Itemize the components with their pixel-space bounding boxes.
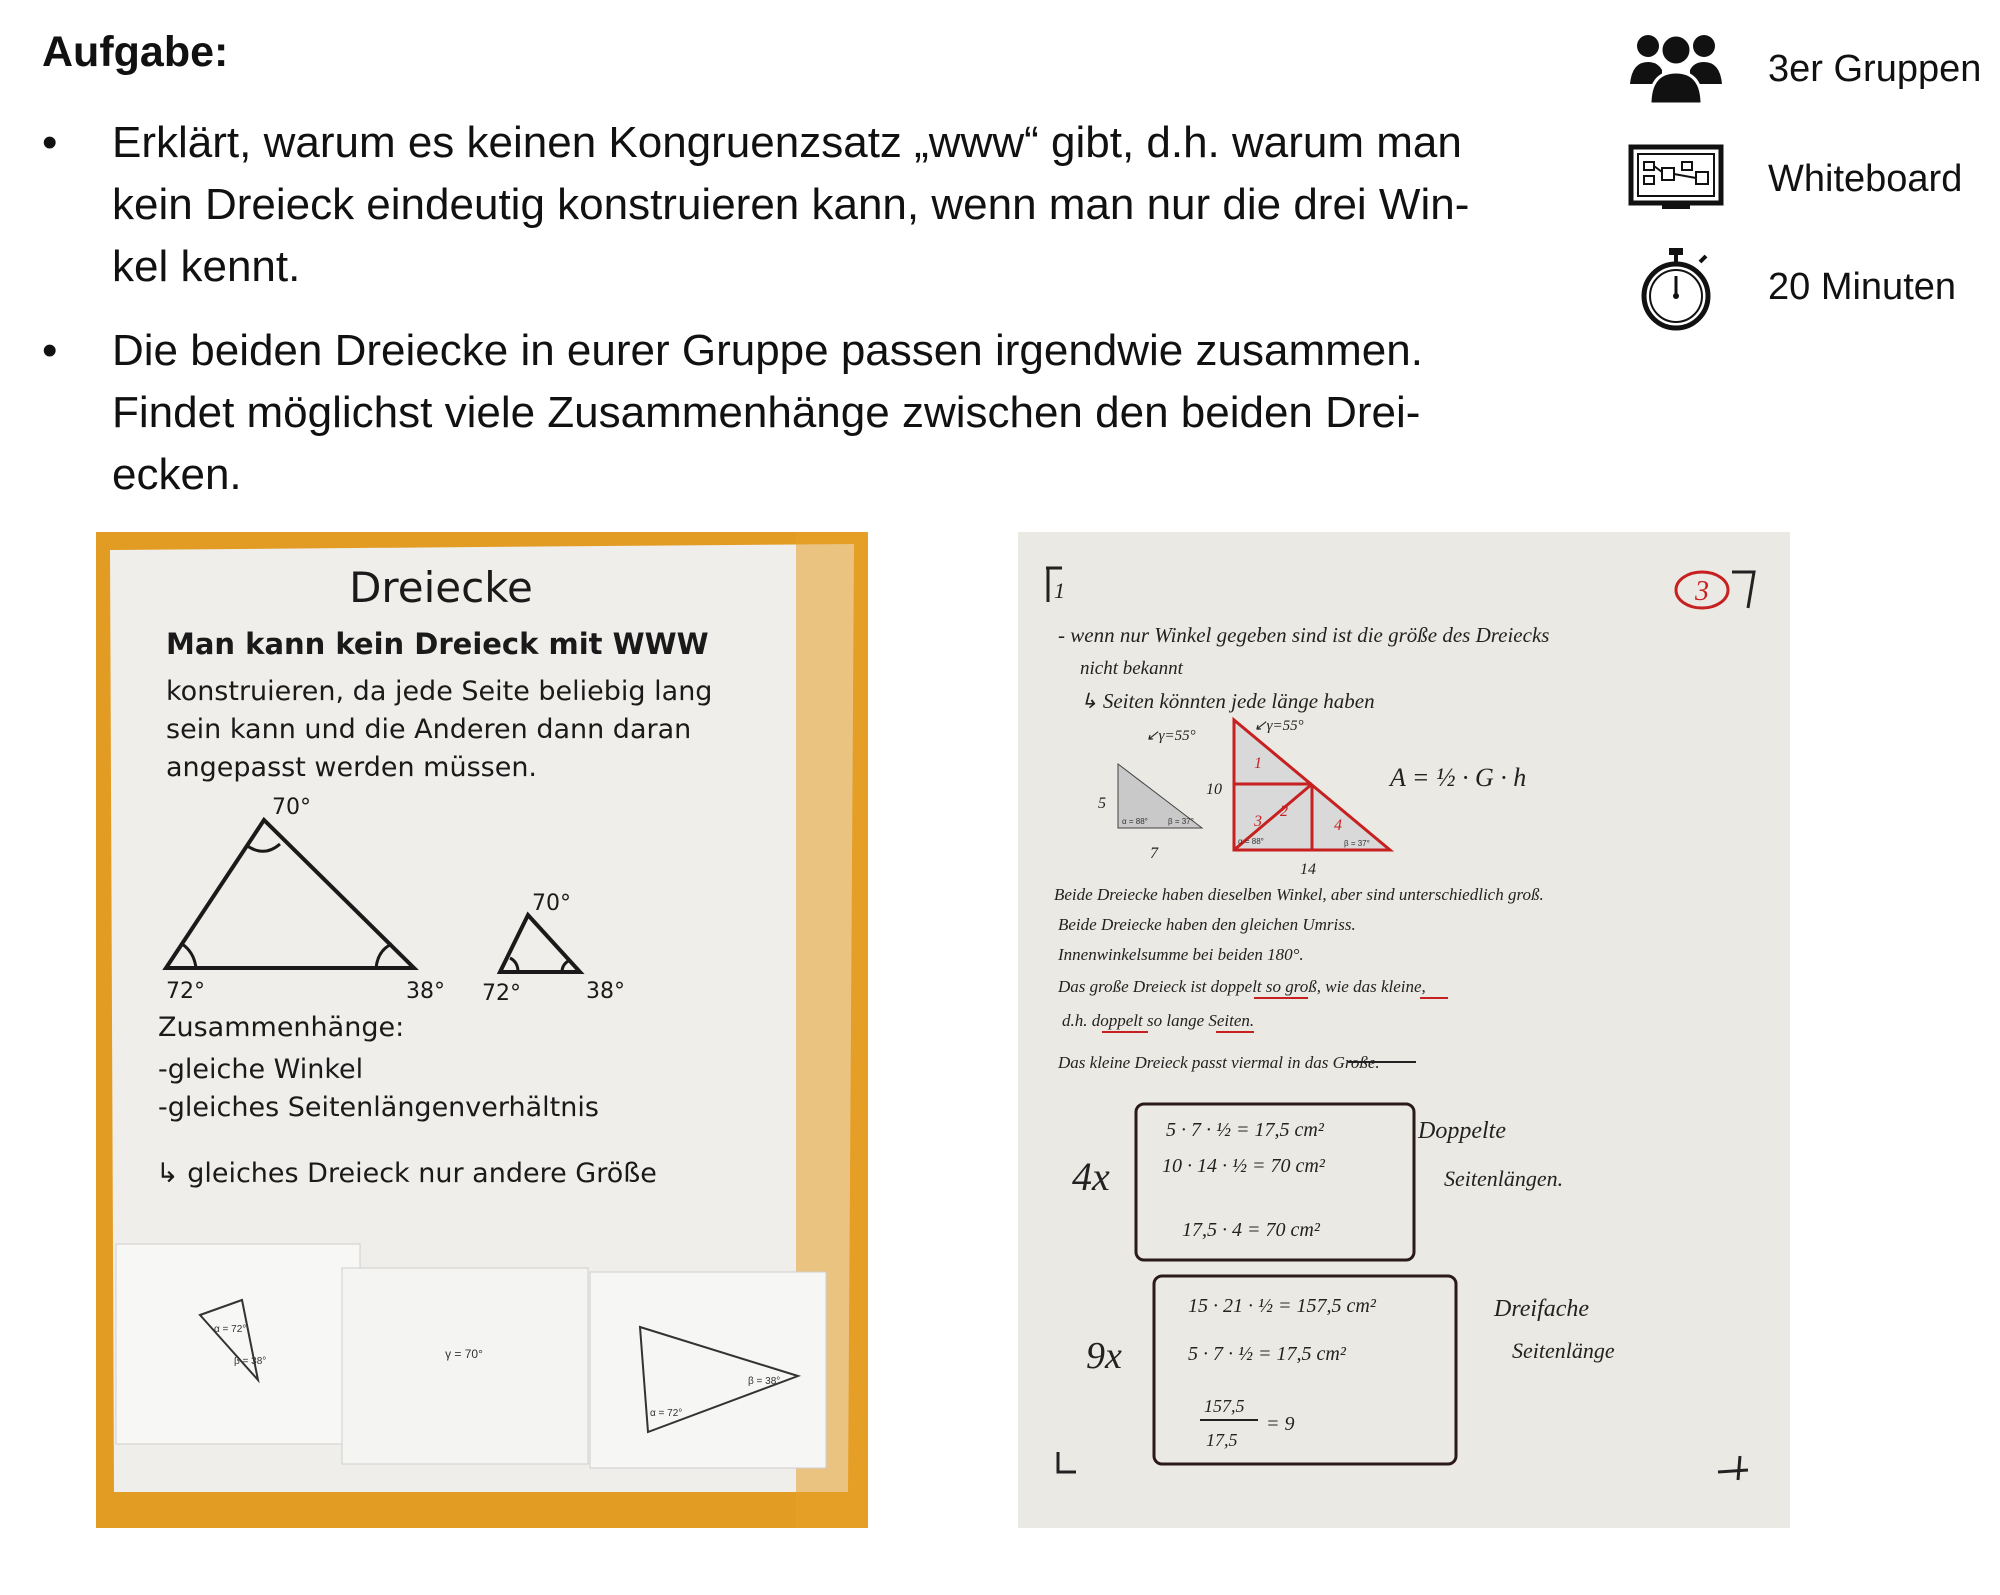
card-gamma [342,1268,588,1464]
bullet: • [42,326,58,375]
statement-6: Das kleine Dreieck passt viermal in das Große. [1058,1053,1380,1072]
part-3: 3 [1254,813,1262,830]
box-1-factor: 4x [1072,1154,1110,1199]
card-gamma-label: γ = 70° [445,1347,483,1361]
meta-label: 20 Minuten [1768,266,1957,308]
poster-1-text-line-2: konstruieren, da jede Seite beliebig lang [166,676,713,707]
poster-1-title: Dreiecke [349,563,533,612]
box-2-note-2: Seitenlänge [1512,1338,1615,1363]
box-2-factor: 9x [1086,1335,1122,1377]
card-big-alpha: α = 72° [650,1408,683,1419]
card-big-triangle [590,1272,826,1468]
small-triangle-right-angle: 38° [586,979,625,1004]
part-2: 2 [1280,803,1288,820]
small-beta: β = 37° [1168,817,1194,826]
task-2-line-1: Die beiden Dreiecke in eurer Gruppe passen irgendwie zusammen. [112,326,1423,375]
group-icon [1628,26,1724,106]
group-number: 3 [1695,576,1709,607]
poster-2-line-2: nicht bekannt [1080,658,1183,679]
statement-5: d.h. doppelt so lange Seiten. [1062,1011,1255,1030]
task-item-1 [42,112,1582,298]
task-2-line-2: Findet möglichst viele Zusammenhänge zwischen den beiden Drei- [112,388,1421,437]
photo-whiteboard-group-3 [1018,532,1790,1528]
poster-1-text-line-3: sein kann und die Anderen dann daran [166,714,692,745]
statement-3: Innenwinkelsumme bei beiden 180°. [1058,945,1304,964]
big-triangle-top-angle: 70° [272,795,311,820]
statement-1: Beide Dreiecke haben dieselben Winkel, aber sind unterschiedlich groß. [1054,885,1544,904]
card-big-beta: β = 38° [748,1376,781,1387]
box-2-fraction-numerator: 157,5 [1204,1396,1245,1416]
big-triangle-left-angle: 72° [166,979,205,1004]
box-2-fraction-result: = 9 [1266,1413,1295,1435]
small-left-side: 5 [1098,795,1106,812]
task-1-line-3: kel kennt. [112,242,301,291]
poster-1-text-line-1: Man kann kein Dreieck mit WWW [166,627,709,661]
box-2-fraction-denominator: 17,5 [1206,1430,1238,1450]
big-bottom: 14 [1300,861,1316,878]
bullet: • [42,118,58,167]
box-1-line-3: 17,5 · 4 = 70 cm² [1182,1219,1320,1241]
task-list [42,112,1582,528]
poster-1-text-line-4: angepasst werden müssen. [166,752,538,783]
part-4: 4 [1334,817,1342,834]
part-1: 1 [1254,755,1262,772]
meta-label: 3er Gruppen [1768,48,1982,90]
card-small-alpha: α = 72° [214,1324,247,1335]
box-2-line-2: 5 · 7 · ½ = 17,5 cm² [1188,1343,1346,1365]
poster-2-line-3: ↳ Seiten könnten jede länge haben [1080,689,1375,713]
zusammenhaenge-title: Zusammenhänge: [158,1012,405,1043]
meta-medium [1628,136,1988,246]
poster-1-drawing [96,532,868,1528]
box-1-note-2: Seitenlängen. [1444,1166,1564,1191]
big-triangle-right-angle: 38° [406,979,445,1004]
statement-4: Das große Dreieck ist doppelt so groß, wie das kleine, [1058,977,1426,996]
stopwatch-icon [1636,246,1716,332]
big-alpha: α = 88° [1238,837,1264,846]
photo-poster-dreiecke [96,532,868,1528]
area-formula: A = ½ · G · h [1390,763,1527,792]
box-1-line-2: 10 · 14 · ½ = 70 cm² [1162,1155,1325,1177]
box-1-line-1: 5 · 7 · ½ = 17,5 cm² [1166,1119,1324,1141]
whiteboard-icon [1628,144,1724,214]
poster-2-drawing [1018,532,1790,1528]
card-small-beta: β = 38° [234,1356,267,1367]
statement-2: Beide Dreiecke haben den gleichen Umriss. [1058,915,1356,934]
task-2-line-3: ecken. [112,450,242,499]
task-meta [1628,26,1988,356]
poster-2-line-1: - wenn nur Winkel gegeben sind ist die größe des Dreiecks [1058,623,1550,647]
small-alpha: α = 88° [1122,817,1148,826]
zusammenhang-2: -gleiches Seitenlängenverhältnis [158,1092,599,1123]
task-heading: Aufgabe: [42,28,229,76]
box-2-line-1: 15 · 21 · ½ = 157,5 cm² [1188,1295,1376,1317]
card-small-triangle [116,1244,360,1444]
poster-1-conclusion: ↳ gleiches Dreieck nur andere Größe [156,1158,657,1189]
meta-label: Whiteboard [1768,158,1963,200]
zusammenhang-1: -gleiche Winkel [158,1054,364,1085]
small-triangle-left-angle: 72° [482,981,521,1006]
box-2-note-1: Dreifache [1494,1296,1590,1322]
corner-marker: 1 [1054,578,1065,603]
box-1-note-1: Doppelte [1418,1118,1506,1144]
small-triangle-top-angle: 70° [532,891,571,916]
small-bottom: 7 [1150,845,1158,862]
task-item-2 [42,320,1582,506]
task-1-line-1: Erklärt, warum es keinen Kongruenzsatz „www“ gibt, d.h. warum man [112,118,1462,167]
task-1-line-2: kein Dreieck eindeutig konstruieren kann, wenn man nur die drei Win- [112,180,1470,229]
big-beta: β = 37° [1344,839,1370,848]
big-gamma: ↙γ=55° [1254,718,1304,734]
big-left-side: 10 [1206,781,1222,798]
small-gamma: ↙γ=55° [1146,728,1196,744]
meta-duration [1628,246,1988,356]
meta-group-size [1628,26,1988,136]
